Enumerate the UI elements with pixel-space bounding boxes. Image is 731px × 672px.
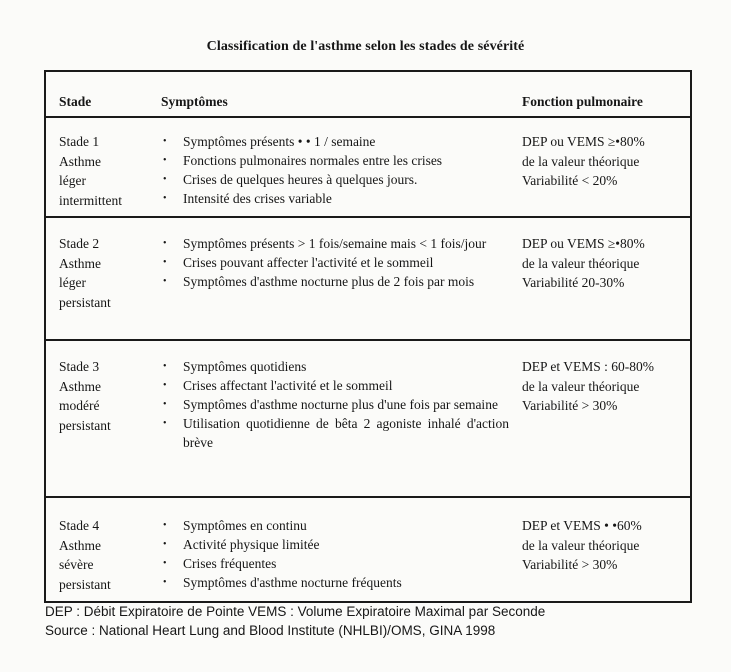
severity-table: [44, 70, 692, 603]
cell-line: Stade 1: [59, 134, 100, 149]
cell-line: intermittent: [59, 192, 122, 208]
cell-line: de la valeur théorique: [522, 255, 640, 271]
stage-cell: [59, 234, 154, 312]
cell-line: persistant: [59, 294, 111, 310]
header-divider: [44, 116, 692, 118]
cell-line: Variabilité < 20%: [522, 173, 618, 188]
cell-line: DEP et VEMS : 60-80%: [522, 359, 655, 374]
cell-line: Asthme: [59, 537, 101, 553]
list-item: • Symptômes d'asthme nocturne plus de 2 fois par mois: [159, 272, 509, 291]
cell-line: de la valeur théorique: [522, 378, 640, 394]
cell-line: Stade 3: [59, 359, 100, 374]
row-divider: [44, 339, 692, 341]
cell-line: Stade 4: [59, 518, 100, 533]
cell-line: léger: [59, 275, 86, 290]
list-item: • Utilisation quotidienne de bêta 2 agoniste inhalé d'action brève: [159, 414, 509, 452]
symptoms-list: [159, 234, 509, 291]
cell-line: Variabilité > 30%: [522, 557, 618, 572]
symptoms-list: [159, 516, 509, 592]
cell-line: Stade 2: [59, 236, 100, 251]
function-cell: [522, 132, 694, 191]
stage-cell: [59, 357, 154, 435]
header-stage: Stade: [59, 94, 92, 109]
symptoms-list: [159, 132, 509, 208]
function-cell: [522, 234, 694, 293]
list-item: • Symptômes d'asthme nocturne fréquents: [159, 573, 509, 592]
row-divider: [44, 216, 692, 218]
cell-line: persistant: [59, 576, 111, 592]
symptoms-list: [159, 357, 509, 452]
function-cell: [522, 357, 694, 416]
cell-line: Variabilité > 30%: [522, 398, 618, 413]
document-title: Classification de l'asthme selon les stades de sévérité: [206, 39, 525, 54]
list-item: • Crises affectant l'activité et le sommeil: [159, 376, 509, 395]
cell-line: Asthme: [59, 255, 101, 271]
list-item: • Symptômes quotidiens: [159, 357, 509, 376]
abbreviations-note: DEP : Débit Expiratoire de Pointe VEMS : Volume Expiratoire Maximal par Seconde: [45, 604, 546, 619]
row-divider: [44, 496, 692, 498]
cell-line: Asthme: [59, 378, 101, 394]
list-item: • Symptômes présents • • 1 / semaine: [159, 132, 509, 151]
list-item: • Crises fréquentes: [159, 554, 509, 573]
cell-line: DEP ou VEMS ≥•80%: [522, 134, 645, 149]
stage-cell: [59, 132, 154, 210]
cell-line: léger: [59, 173, 86, 188]
list-item: • Symptômes présents > 1 fois/semaine mais < 1 fois/jour: [159, 234, 509, 253]
list-item: • Symptômes en continu: [159, 516, 509, 535]
cell-line: de la valeur théorique: [522, 537, 640, 553]
source-note: Source : National Heart Lung and Blood Institute (NHLBI)/OMS, GINA 1998: [45, 623, 496, 638]
cell-line: sévère: [59, 557, 94, 572]
list-item: • Activité physique limitée: [159, 535, 509, 554]
stage-cell: [59, 516, 154, 594]
header-function: Fonction pulmonaire: [522, 94, 643, 109]
cell-line: DEP et VEMS • •60%: [522, 518, 642, 533]
cell-line: persistant: [59, 417, 111, 433]
list-item: • Crises de quelques heures à quelques jours.: [159, 170, 509, 189]
header-symptoms: Symptômes: [161, 94, 228, 109]
function-cell: [522, 516, 694, 575]
list-item: • Crises pouvant affecter l'activité et le sommeil: [159, 253, 509, 272]
cell-line: de la valeur théorique: [522, 153, 640, 169]
cell-line: DEP ou VEMS ≥•80%: [522, 236, 645, 251]
cell-line: Variabilité 20-30%: [522, 275, 625, 290]
list-item: • Fonctions pulmonaires normales entre les crises: [159, 151, 509, 170]
list-item: • Intensité des crises variable: [159, 189, 509, 208]
cell-line: Asthme: [59, 153, 101, 169]
cell-line: modéré: [59, 398, 100, 413]
list-item: • Symptômes d'asthme nocturne plus d'une fois par semaine: [159, 395, 509, 414]
